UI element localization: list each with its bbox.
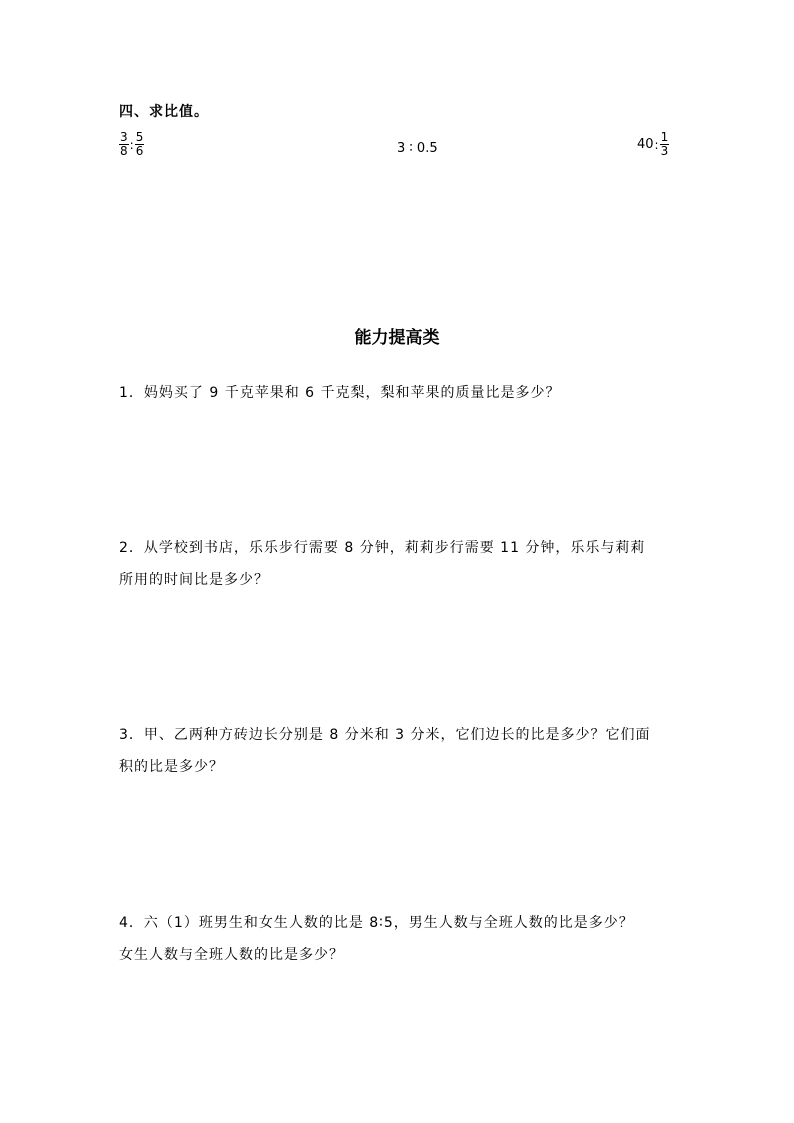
ratio-colon: : [654,137,659,152]
denominator: 6 [135,144,144,158]
numerator: 1 [660,130,669,144]
question-line: 3．甲、乙两种方砖边长分别是 8 分米和 3 分米，它们边长的比是多少？它们面 [119,727,651,743]
question-line: 2．从学校到书店，乐乐步行需要 8 分钟，莉莉步行需要 11 分钟，乐乐与莉莉 [119,540,646,556]
question-line: 4．六（1）班男生和女生人数的比是 8∶5，男生人数与全班人数的比是多少？ [119,915,634,931]
ratio-colon: : [129,137,134,152]
question-line: 1．妈妈买了 9 千克苹果和 6 千克梨，梨和苹果的质量比是多少？ [119,385,561,401]
numerator: 5 [135,130,144,144]
question-2 [119,532,679,596]
section-title: 四、求比值。 [119,104,209,120]
numerator: 3 [120,130,128,144]
ratio-problem-1 [119,131,144,158]
question-4 [119,907,679,971]
ratio-problem-2: 3 ∶ 0.5 [397,141,438,156]
section-heading: 能力提高类 [354,328,440,348]
ratio-problem-3 [637,131,669,158]
question-line: 积的比是多少？ [119,759,224,775]
question-line: 所用的时间比是多少？ [119,572,269,588]
denominator: 3 [660,144,669,158]
question-line: 女生人数与全班人数的比是多少？ [119,947,344,963]
fraction-b [135,131,145,158]
whole-number: 40 [637,137,654,152]
fraction-b [660,131,670,158]
question-1 [119,377,679,409]
fraction-a [119,131,129,158]
question-3 [119,719,679,783]
denominator: 8 [120,144,128,158]
